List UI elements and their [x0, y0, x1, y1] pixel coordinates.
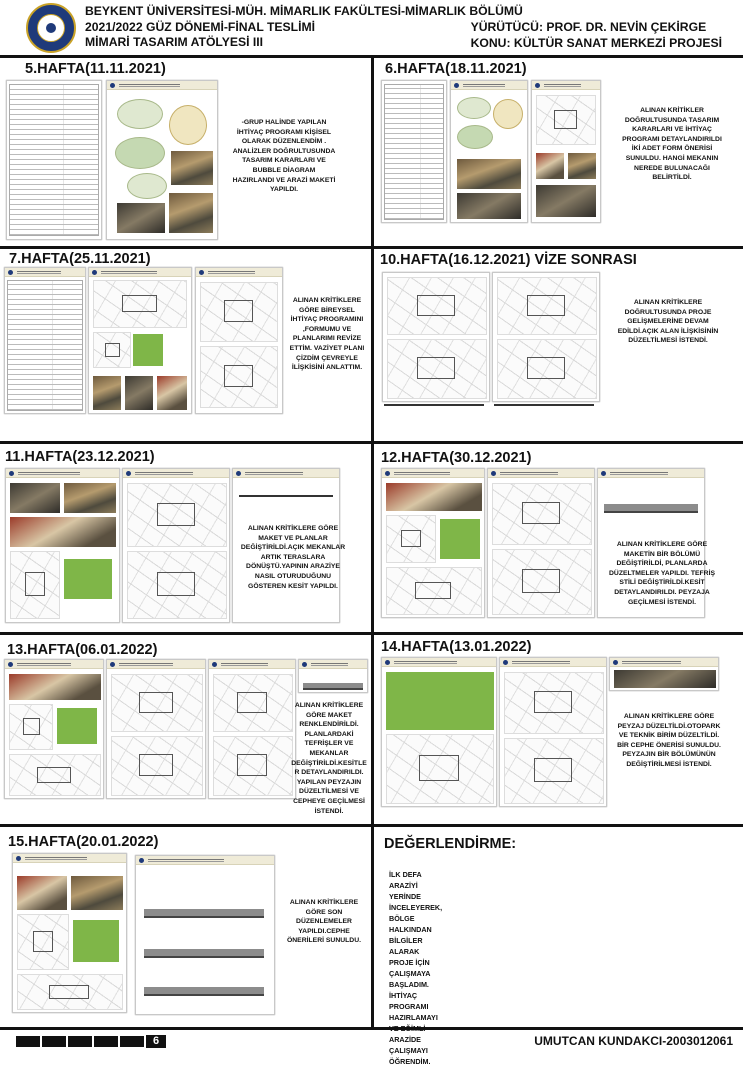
diagram-sheet — [106, 80, 218, 240]
week-title: 7.HAFTA(25.11.2021) — [9, 251, 151, 267]
week-title: 6.HAFTA(18.11.2021) — [385, 61, 527, 77]
model-sheet — [12, 853, 127, 1013]
week-description: -GRUP HALİNDE YAPILAN İHTİYAÇ PROGRAMI KİŞİSEL OLARAK DÜZENLENDİM . ANALİZLER DOĞRULTUSUNDA TASARIM KARARLARI VE BUBBLE DİAGRAM HAZIRLANDI VE ARAZİ MAKETİ YAPILDI. — [232, 119, 336, 194]
header-subject: KONU: KÜLTÜR SANAT MERKEZİ PROJESİ — [470, 35, 722, 50]
week-title: 13.HAFTA(06.01.2022) — [7, 642, 158, 658]
week-description: ALINAN KRİTİKLERE GÖRE SON DÜZENLEMELER YAPILDI.CEPHE ÖNERİLERİ SUNULDU. — [286, 899, 361, 945]
evaluation-line: İHTİYAÇ PROGRAMI HAZIRLAMAYI VE EĞİMLİ ARAZİDE ÇALIŞMAYI ÖĞRENDİM. — [389, 991, 438, 1066]
facade-sheet — [135, 855, 275, 1015]
header-university: BEYKENT ÜNİVERSİTESİ-MÜH. MİMARLIK FAKÜLTESİ-MİMARLIK BÖLÜMÜ — [85, 4, 523, 18]
page-marker — [94, 1036, 118, 1047]
floor-plan-sheet — [122, 468, 230, 623]
floor-plan-sheet — [208, 659, 296, 799]
university-logo — [26, 3, 76, 53]
model-sheet — [4, 659, 104, 799]
week-description: ALINAN KRİTİKLERE GÖRE BİREYSEL İHTİYAÇ PROGRAMINI ,FORMUMU VE PLANLARIMI REVİZE ETTİM. VAZİYET PLANI ÇİZDİM ÇEVREYLE İLİŞKİSİNİ ANLATTIM. — [289, 297, 365, 372]
column-divider — [371, 57, 374, 1029]
evaluation-line: İLK DEFA ARAZİYİ YERİNDE İNCELEYEREK, BÖLGE HALKINDAN BİLGİLER ALARAK PROJE İÇİN ÇALIŞMAYA BAŞLADIM. — [389, 870, 443, 989]
floor-plan-sheet — [106, 659, 206, 799]
section-drawing — [384, 404, 484, 406]
floor-plan-sheet — [382, 272, 490, 402]
evaluation-title: DEĞERLENDİRME: — [384, 836, 517, 852]
week-title: 12.HAFTA(30.12.2021) — [381, 450, 532, 466]
week-description: ALINAN KRİTİKLERE GÖRE MAKET VE PLANLAR DEĞİŞTİRİLDİ.AÇIK MEKANLAR ARTIK TERASLARA DÖNÜŞTÜ.YAPININ ARAZİYE NASIL OTURUDUĞUNU GÖSTEREN KESİT YAPILDI. — [240, 525, 346, 590]
page-header — [0, 0, 743, 54]
header-left — [85, 4, 523, 51]
program-sheet — [381, 80, 447, 223]
landscape-sheet — [381, 657, 497, 807]
form-proposal-sheet — [531, 80, 601, 223]
week-title: 14.HAFTA(13.01.2022) — [381, 639, 532, 655]
page-number: 6 — [146, 1035, 166, 1048]
page-marker — [16, 1036, 40, 1047]
facade-sheet — [609, 657, 719, 691]
week-title: 5.HAFTA(11.11.2021) — [25, 61, 166, 77]
diagram-sheet — [450, 80, 528, 223]
week-title: 15.HAFTA(20.01.2022) — [8, 834, 159, 850]
author-name: UMUTCAN KUNDAKCI-2003012061 — [534, 1034, 733, 1048]
section-sheet — [298, 659, 368, 693]
page-marker — [68, 1036, 92, 1047]
model-sheet — [381, 468, 485, 618]
section-drawing — [494, 404, 594, 406]
week-title: 10.HAFTA(16.12.2021) VİZE SONRASI — [380, 252, 637, 268]
header-executor: YÜRÜTÜCÜ: PROF. DR. NEVİN ÇEKİRGE — [470, 20, 707, 34]
week-description: ALINAN KRİTİKLERE DOĞRULTUSUNDA PROJE GELİŞMELERİNE DEVAM EDİLDİ.AÇIK ALAN İLİŞKİSİNİN DÜZELTİLMESİ İSTENDİ. — [617, 299, 719, 345]
week-description: ALINAN KRİTİKLERE GÖRE MAKETİN BİR BÖLÜMÜ DEĞİŞTİRİLDİ, PLANLARDA DÜZELTMELER YAPILDI. TEFRİŞ STİLİ DEĞİŞTİRİLDİ.KESİT DETAYLANDIRILDI. PEYZAJA GEÇİLMESİ İSTENDİ. — [609, 541, 715, 606]
model-sheet — [5, 468, 120, 623]
week-title: 11.HAFTA(23.12.2021) — [5, 449, 155, 465]
floor-plan-sheet — [499, 657, 607, 807]
week-description: ALINAN KRİTİKLERE GÖRE PEYZAJ DÜZELTİLDİ.OTOPARK VE TEKNİK BİRİM DÜZELTİLDİ. BİR CEPHE ÖNERİSİ SUNULDU. PEYZAJIN BİR BÖLÜMÜNÜN DEĞİŞTİRİLMESİ İSTENDİ. — [617, 713, 721, 768]
evaluation-text — [389, 869, 442, 1067]
header-course: MİMARİ TASARIM ATÖLYESİ III — [85, 35, 264, 49]
header-term: 2021/2022 GÜZ DÖNEMİ-FİNAL TESLİMİ — [85, 19, 316, 34]
page-marker — [120, 1036, 144, 1047]
header-right — [471, 20, 722, 51]
page-marker — [42, 1036, 66, 1047]
floor-plan-sheet — [195, 267, 283, 414]
week-description: ALINAN KRİTİKLERE GÖRE MAKET RENKLENDİRİLDİ. PLANLARDAKİ TEFRİŞLER VE MEKANLAR DEĞİŞTİRİLDİ.KESİTLE R DETAYLANDIRILDI. YAPILAN PEYZAJIN DÜZELTİLMESİ VE CEPHEYE GEÇİLMESİ İSTENDİ. — [291, 702, 367, 815]
floor-plan-sheet — [492, 272, 600, 402]
site-plan-sheet — [88, 267, 192, 414]
program-sheet — [4, 267, 86, 414]
floor-plan-sheet — [487, 468, 595, 618]
program-sheet — [6, 80, 102, 240]
week-description: ALINAN KRİTİKLER DOĞRULTUSUNDA TASARIM KARARLARI VE İHTİYAÇ PROGRAMI DETAYLANDIRILDI İKİ ADET FORM ÖNERİSİ SUNULDU. HANGİ MEKANIN NEREDE BULUNACAĞI BELİRTİLDİ. — [622, 107, 722, 182]
